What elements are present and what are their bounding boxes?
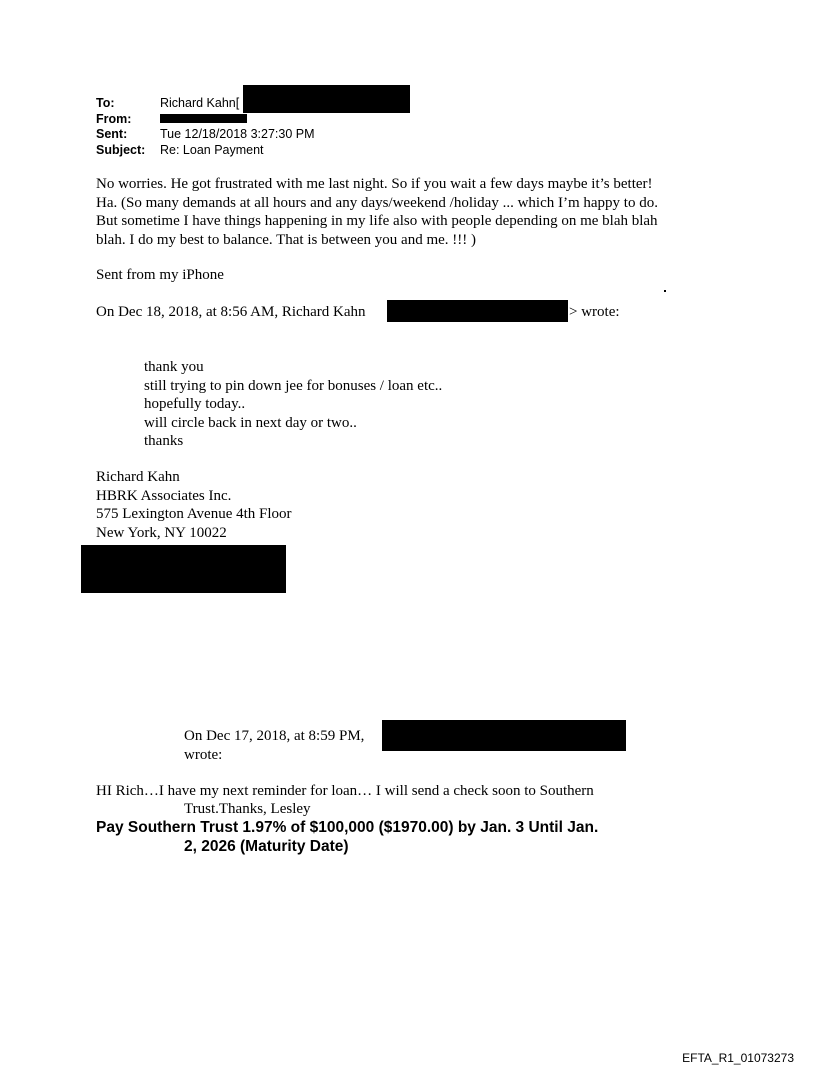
- quote1-line: thanks: [144, 433, 184, 449]
- quote1-line: still trying to pin down jee for bonuses / loan etc..: [144, 377, 443, 394]
- body-line: Ha. (So many demands at all hours and any days/weekend /holiday ... which I’m happy to do.: [96, 194, 658, 211]
- from-label: From:: [96, 111, 132, 126]
- signature-block: [96, 468, 292, 542]
- quote1-intro-start: On Dec 18, 2018, at 8:56 AM, Richard Kahn: [96, 304, 366, 320]
- redaction-sender-address: [382, 720, 626, 751]
- subject-label: Subject:: [96, 142, 146, 157]
- quote2-line1: HI Rich…I have my next reminder for loan… I will send a check soon to Southern: [96, 783, 594, 799]
- subject-value: Re: Loan Payment: [160, 142, 264, 157]
- to-label: To:: [96, 96, 115, 110]
- quote1-intro-end: > wrote:: [569, 304, 620, 320]
- quote1-line: will circle back in next day or two..: [144, 414, 357, 431]
- stray-mark: [664, 290, 666, 292]
- signature-line: New York, NY 10022: [96, 524, 227, 541]
- sent-row: [96, 127, 696, 143]
- sent-value: Tue 12/18/2018 3:27:30 PM: [160, 127, 315, 141]
- subject-row: [96, 143, 696, 159]
- document-id: EFTA_R1_01073273: [682, 1051, 794, 1065]
- reminder-line2: 2, 2026 (Maturity Date): [184, 838, 349, 855]
- redaction-phone-block: [81, 545, 286, 593]
- signature-line: 575 Lexington Avenue 4th Floor: [96, 506, 292, 522]
- signature-line: Richard Kahn: [96, 469, 180, 485]
- signature-line: HBRK Associates Inc.: [96, 487, 232, 504]
- reminder-line1: Pay Southern Trust 1.97% of $100,000 ($1970.00) by Jan. 3 Until Jan.: [96, 819, 599, 836]
- redaction-to-address: [243, 85, 410, 113]
- quote2-intro-line: On Dec 17, 2018, at 8:59 PM,: [184, 728, 365, 744]
- to-value: Richard Kahn[: [160, 96, 240, 110]
- quote2-intro: [184, 727, 364, 764]
- body-line: But sometime I have things happening in my life also with people depending on me blah blah: [96, 213, 658, 229]
- quote1-line: thank you: [144, 359, 204, 375]
- body-line: blah. I do my best to balance. That is between you and me. !!! ): [96, 231, 477, 248]
- quote1-line: hopefully today..: [144, 396, 246, 412]
- quote1-body: [144, 358, 442, 451]
- quote2-intro-line: wrote:: [184, 746, 223, 763]
- redaction-from-name: [160, 114, 247, 123]
- body-line: No worries. He got frustrated with me last night. So if you wait a few days maybe it’s better!: [96, 176, 653, 192]
- quote2-line2: Trust.Thanks, Lesley: [184, 801, 311, 817]
- redaction-kahn-email: [387, 300, 568, 322]
- sent-from-signature: Sent from my iPhone: [96, 267, 224, 283]
- sent-label: Sent:: [96, 127, 128, 141]
- message-body: [96, 175, 658, 249]
